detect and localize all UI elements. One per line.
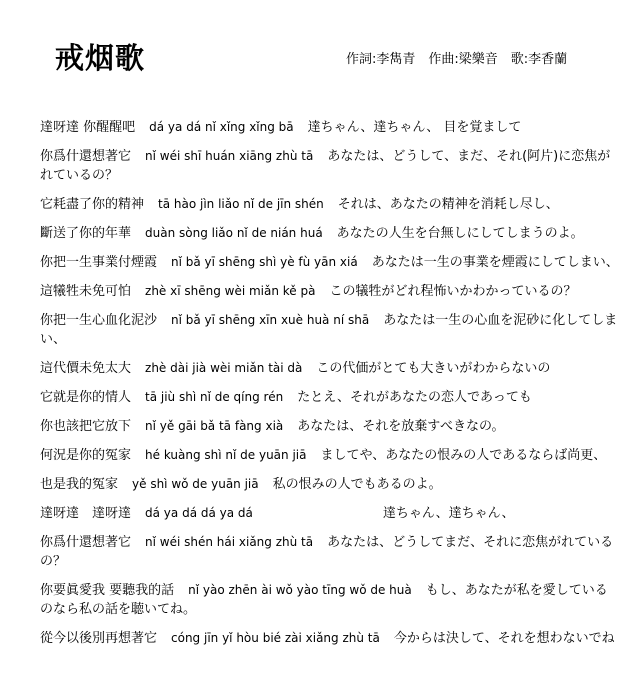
lyric-pinyin: nǐ bǎ yī shēng xīn xuè huà ní shā: [171, 313, 370, 327]
lyric-japanese: あなたは、どうして、まだ、それ(阿片)に恋焦がれているの？: [40, 149, 611, 183]
lyric-japanese: ましてや、あなたの恨みの人であるならば尚更、: [320, 448, 607, 463]
lyric-pinyin: dá ya dá nǐ xǐng xǐng bā: [149, 120, 294, 134]
lyric-line: [40, 504, 620, 523]
lyric-japanese: あなたは一生の事業を煙霞にしてしまい、: [371, 255, 619, 270]
lyric-chinese: 這犧牲未免可怕: [40, 284, 132, 299]
lyric-line: [40, 446, 620, 465]
lyric-chinese: 達呀達 你醒醒吧: [40, 120, 136, 135]
lyric-pinyin: dá ya dá dá ya dá: [145, 506, 253, 520]
lyric-chinese: 你爲什還想著它: [40, 535, 132, 550]
lyric-japanese: それは、あなたの精神を消耗し尽し、: [337, 197, 559, 212]
lyric-japanese: あなたは、それを放棄すべきなの。: [297, 419, 505, 434]
lyric-line: [40, 417, 620, 436]
lyric-line: [40, 311, 620, 349]
lyric-japanese: 達ちゃん、達ちゃん、 目を覚まして: [307, 120, 522, 135]
lyric-pinyin: hé kuàng shì nǐ de yuān jiā: [145, 448, 307, 462]
lyric-chinese: 也是我的冤家: [40, 477, 119, 492]
lyric-japanese: あなたの人生を台無しにしてしまうのよ。: [336, 226, 584, 241]
lyric-pinyin: tā jiù shì nǐ de qíng rén: [145, 390, 284, 404]
lyric-line: [40, 629, 620, 648]
lyric-line: [40, 147, 620, 185]
lyric-line: [40, 224, 620, 243]
lyric-pinyin: nǐ bǎ yī shēng shì yè fù yān xiá: [171, 255, 358, 269]
lyric-japanese: たとえ、それがあなたの恋人であっても: [297, 390, 532, 405]
lyric-chinese: 斷送了你的年華: [40, 226, 132, 241]
lyric-line: [40, 253, 620, 272]
lyric-pinyin: tā hào jìn liǎo nǐ de jīn shén: [158, 197, 324, 211]
lyric-line: [40, 359, 620, 378]
lyric-japanese: あなたは、どうしてまだ、それに恋焦がれているの？: [40, 535, 614, 569]
lyric-line: [40, 388, 620, 407]
lyric-chinese: 你把一生心血化泥沙: [40, 313, 158, 328]
lyric-chinese: 它耗盡了你的精神: [40, 197, 145, 212]
lyric-pinyin: duàn sòng liǎo nǐ de nián huá: [145, 226, 323, 240]
lyric-pinyin: nǐ yě gāi bǎ tā fàng xià: [145, 419, 284, 433]
lyric-chinese: 它就是你的情人: [40, 390, 132, 405]
lyric-chinese: 這代價未免太大: [40, 361, 132, 376]
lyric-chinese: 何況是你的冤家: [40, 448, 132, 463]
lyric-chinese: 從今以後別再想著它: [40, 631, 158, 646]
lyric-japanese: もし、あなたが私を愛しているのなら私の話を聴いてね。: [40, 583, 608, 617]
lyric-pinyin: nǐ yào zhēn ài wǒ yào tīng wǒ de huà: [188, 583, 412, 597]
lyric-pinyin: zhè dài jià wèi miǎn tài dà: [145, 361, 303, 375]
lyric-line: [40, 118, 620, 137]
lyric-line: [40, 581, 620, 619]
lyric-japanese: この代価がとても大きいがわからないの: [316, 361, 551, 376]
lyric-chinese: 你爲什還想著它: [40, 149, 132, 164]
lyric-pinyin: nǐ wéi shī huán xiāng zhù tā: [145, 149, 314, 163]
lyric-japanese: この犠牲がどれ程怖いかわかっているの？: [329, 284, 577, 299]
lyric-line: [40, 533, 620, 571]
lyric-japanese: 今からは決して、それを想わないでね: [393, 631, 615, 646]
lyric-chinese: 你把一生事業付煙霞: [40, 255, 158, 270]
page-title: 戒烟歌: [55, 41, 146, 75]
lyric-chinese: 你也該把它放下: [40, 419, 132, 434]
lyric-japanese: あなたは一生の心血を泥砂に化してしまい、: [40, 313, 618, 347]
lyric-line: [40, 195, 620, 214]
lyric-pinyin: yě shì wǒ de yuān jiā: [132, 477, 259, 491]
song-credits: 作詞:李雋青 作曲:梁樂音 歌:李香蘭: [346, 52, 568, 67]
lyric-line: [40, 475, 620, 494]
lyric-chinese: 你要眞愛我 要聽我的話: [40, 583, 175, 598]
lyric-pinyin: nǐ wéi shén hái xiǎng zhù tā: [145, 535, 314, 549]
lyric-line: [40, 282, 620, 301]
lyric-japanese: 私の恨みの人でもあるのよ。: [272, 477, 442, 492]
lyric-pinyin: cóng jīn yǐ hòu bié zài xiǎng zhù tā: [171, 631, 380, 645]
lyric-pinyin: zhè xī shēng wèi miǎn kě pà: [145, 284, 316, 298]
lyric-chinese: 達呀達 達呀達: [40, 506, 132, 521]
lyric-japanese: 達ちゃん、達ちゃん、: [382, 506, 515, 521]
lyrics-body: [40, 118, 620, 657]
